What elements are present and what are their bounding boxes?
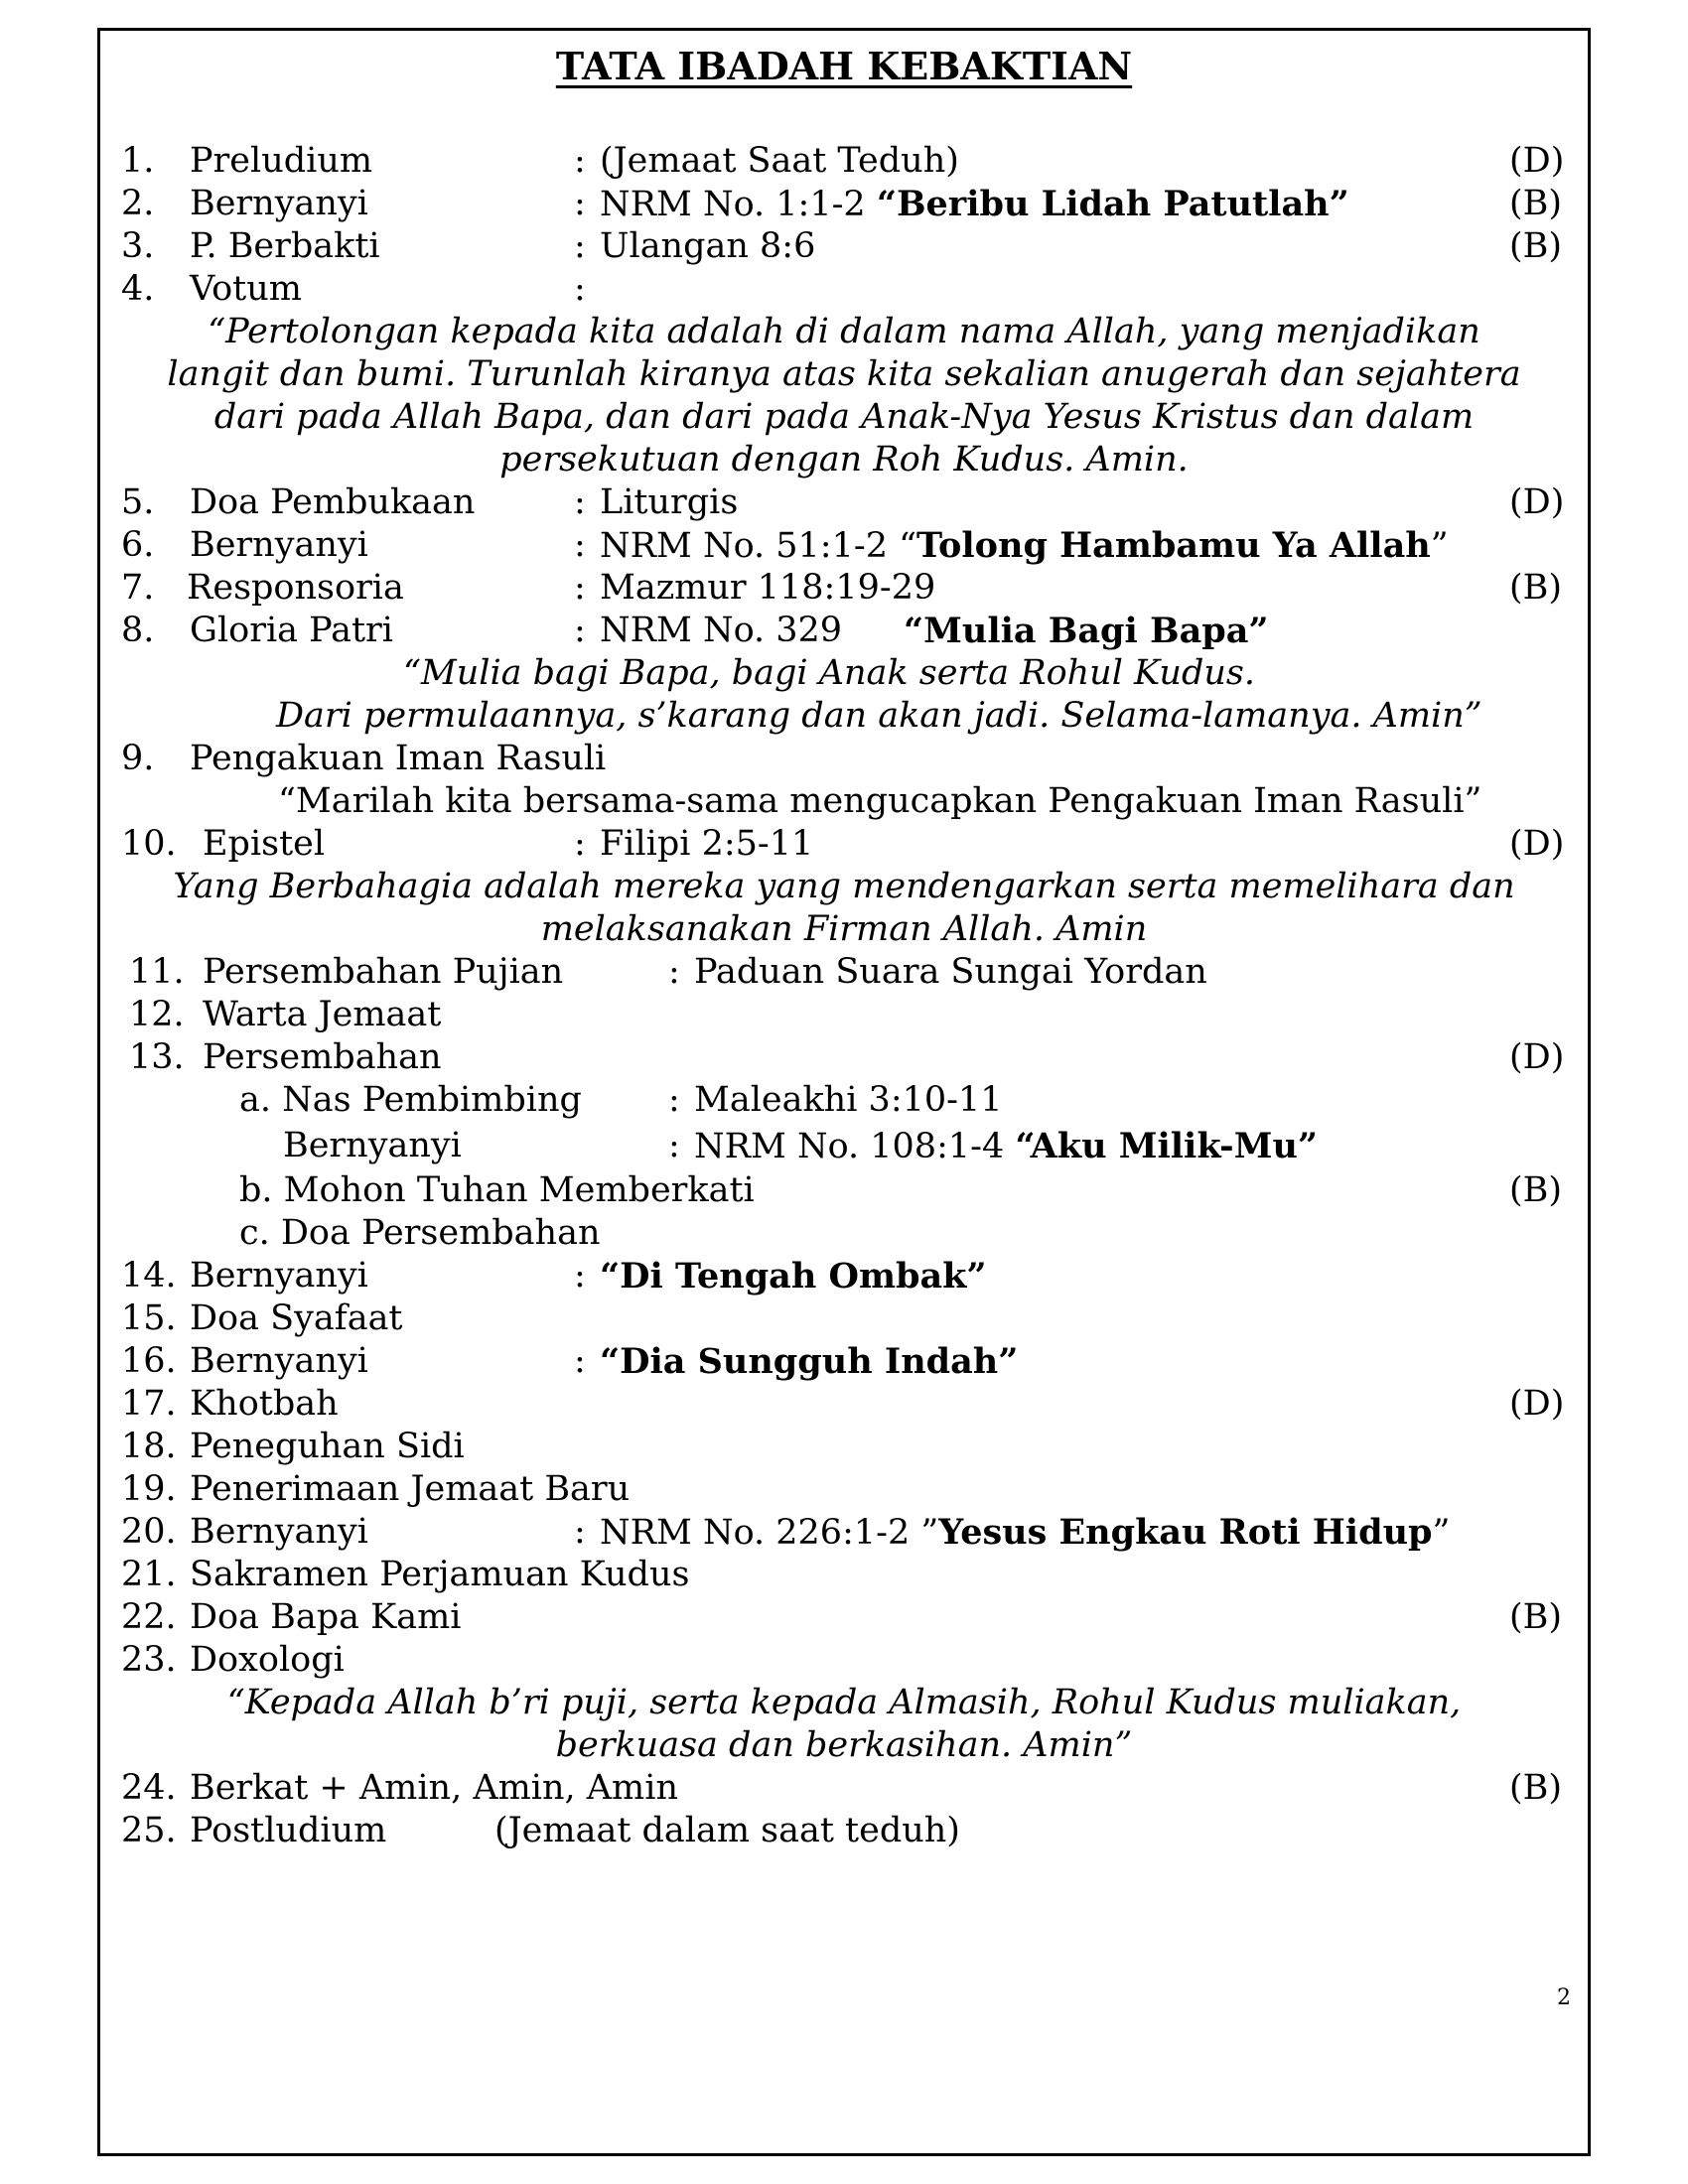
item-number: 9. [121,739,155,778]
song-number: NRM No. 1:1-2 [600,185,877,224]
item-colon: : [574,226,586,266]
verse-line: “Kepada Allah b’ri puji, serta kepada Almasih, Rohul Kudus muliakan, [226,1683,1462,1722]
item-detail: (Jemaat dalam saat teduh) [494,1811,960,1850]
sub-item-label: Bernyanyi [283,1126,462,1165]
item-number: 14. [121,1256,177,1296]
item-number: 16. [121,1341,177,1381]
verse-line: “Marilah kita bersama-sama mengucapkan Pengakuan Iman Rasuli” [278,781,1482,821]
item-label: Bernyanyi [190,1512,368,1552]
item-code: (D) [1509,1384,1565,1424]
item-detail: Filipi 2:5-11 [600,824,814,864]
item-colon: : [574,568,586,608]
verse-line: melaksanakan Firman Allah. Amin [540,909,1148,949]
item-label: Doa Pembukaan [190,482,476,522]
item-number: 3. [121,226,155,266]
item-detail [600,183,1349,226]
item-code: (B) [1509,1597,1563,1637]
item-label: Votum [190,269,302,309]
item-detail [600,524,1449,568]
item-colon: : [574,525,586,565]
item-colon: : [574,1256,586,1296]
item-code: (B) [1509,568,1563,608]
item-number: 23. [121,1640,177,1680]
item-number: 4. [121,269,155,309]
item-label: Bernyanyi [190,1256,368,1296]
item-label: Persembahan Pujian [203,952,564,992]
item-number: 2. [121,184,155,223]
song-number: NRM No. 51:1-2 “ [600,526,916,566]
item-number: 10. [121,824,177,864]
item-label: Warta Jemaat [203,995,442,1034]
item-number: 11. [129,952,185,992]
item-label: Postludium [190,1811,387,1850]
item-code: (D) [1509,1037,1565,1077]
verse-line: “Pertolongan kepada kita adalah di dalam nama Allah, yang menjadikan [208,312,1480,351]
item-number: 18. [121,1427,177,1466]
item-colon: : [668,1080,680,1120]
item-colon: : [574,141,586,181]
item-number: 25. [121,1811,177,1850]
item-detail: Mazmur 118:19-29 [600,568,936,608]
verse-line: Dari permulaannya, s’karang dan akan jadi. Selama-lamanya. Amin” [276,696,1482,736]
item-label: Khotbah [190,1384,339,1424]
page-number: 2 [1557,1985,1571,2010]
item-number: 17. [121,1384,177,1424]
song-title: Tolong Hambamu Ya Allah [915,525,1431,566]
song-title: “Mulia Bagi Bapa” [904,611,1269,651]
item-label: Bernyanyi [190,1341,368,1381]
item-code: (B) [1509,1170,1563,1210]
item-detail [694,1125,1318,1168]
song-number: NRM No. 226:1-2 ” [600,1513,939,1553]
item-label: Pengakuan Iman Rasuli [190,739,607,778]
item-label: Sakramen Perjamuan Kudus [190,1555,690,1594]
verse-line: persekutuan dengan Roh Kudus. Amin. [499,440,1189,479]
item-number: 20. [121,1512,177,1552]
item-number: 8. [121,611,155,650]
item-label: Penerimaan Jemaat Baru [190,1469,631,1509]
item-number: 5. [121,482,155,522]
item-label: P. Berbakti [190,226,380,266]
item-colon: : [574,184,586,223]
item-colon: : [574,824,586,864]
item-label: Epistel [203,824,326,864]
sub-item-label: c. Doa Persembahan [239,1213,601,1253]
item-code: (D) [1509,141,1565,181]
item-label: Bernyanyi [190,525,368,565]
item-colon: : [668,952,680,992]
item-number: 7. [121,568,155,608]
item-code: (B) [1509,184,1563,223]
item-detail: Maleakhi 3:10-11 [694,1080,1003,1120]
item-label: Gloria Patri [190,611,393,650]
item-number: 12. [129,995,185,1034]
song-title: “Dia Sungguh Indah” [600,1341,1019,1382]
item-colon: : [574,269,586,309]
item-label: Persembahan [203,1037,442,1077]
item-label: Responsoria [187,568,404,608]
item-colon: : [668,1126,680,1165]
closing-quote: ” [1432,1513,1451,1553]
item-label: Berkat + Amin, Amin, Amin [190,1768,678,1808]
item-detail [600,1511,1450,1555]
verse-line: Yang Berbahagia adalah mereka yang mendengarkan serta memelihara dan [173,867,1515,906]
item-label: Doa Bapa Kami [190,1597,462,1637]
item-detail: Paduan Suara Sungai Yordan [694,952,1207,992]
item-label: Bernyanyi [190,184,368,223]
item-label: Peneguhan Sidi [190,1427,465,1466]
closing-quote: ” [1430,526,1449,566]
item-label: Preludium [190,141,373,181]
item-number: 21. [121,1555,177,1594]
song-title: “Di Tengah Ombak” [600,1256,987,1297]
item-colon: : [574,1512,586,1552]
item-colon: : [574,482,586,522]
item-number: 22. [121,1597,177,1637]
item-label: Doa Syafaat [190,1298,403,1338]
item-number: 19. [121,1469,177,1509]
song-title: “Aku Milik-Mu” [1015,1126,1319,1166]
item-detail: Liturgis [600,482,739,522]
song-number: NRM No. 108:1-4 [694,1127,1016,1166]
sub-item-label: b. Mohon Tuhan Memberkati [239,1170,755,1210]
verse-line: langit dan bumi. Turunlah kiranya atas kita sekalian anugerah dan sejahtera [167,354,1521,394]
item-number: 24. [121,1768,177,1808]
song-title: “Beribu Lidah Patutlah” [876,184,1349,224]
item-number: 6. [121,525,155,565]
item-detail: NRM No. 329 [600,611,843,650]
verse-line: berkuasa dan berkasihan. Amin” [555,1725,1133,1765]
item-colon: : [574,611,586,650]
verse-line: dari pada Allah Bapa, dan dari pada Anak-Nya Yesus Kristus dan dalam [213,397,1475,437]
item-label: Doxologi [190,1640,345,1680]
sub-item-label: a. Nas Pembimbing [239,1080,582,1120]
item-code: (D) [1509,482,1565,522]
item-detail: Ulangan 8:6 [600,226,816,266]
item-colon: : [574,1341,586,1381]
item-number: 13. [129,1037,185,1077]
song-title: Yesus Engkau Roti Hidup [938,1512,1433,1553]
item-detail: (Jemaat Saat Teduh) [600,141,959,181]
page-title: TATA IBADAH KEBAKTIAN [555,44,1133,88]
verse-line: “Mulia bagi Bapa, bagi Anak serta Rohul Kudus. [402,653,1255,693]
item-code: (B) [1509,1768,1563,1808]
item-code: (B) [1509,226,1563,266]
item-number: 15. [121,1298,177,1338]
item-number: 1. [121,141,155,181]
item-code: (D) [1509,824,1565,864]
